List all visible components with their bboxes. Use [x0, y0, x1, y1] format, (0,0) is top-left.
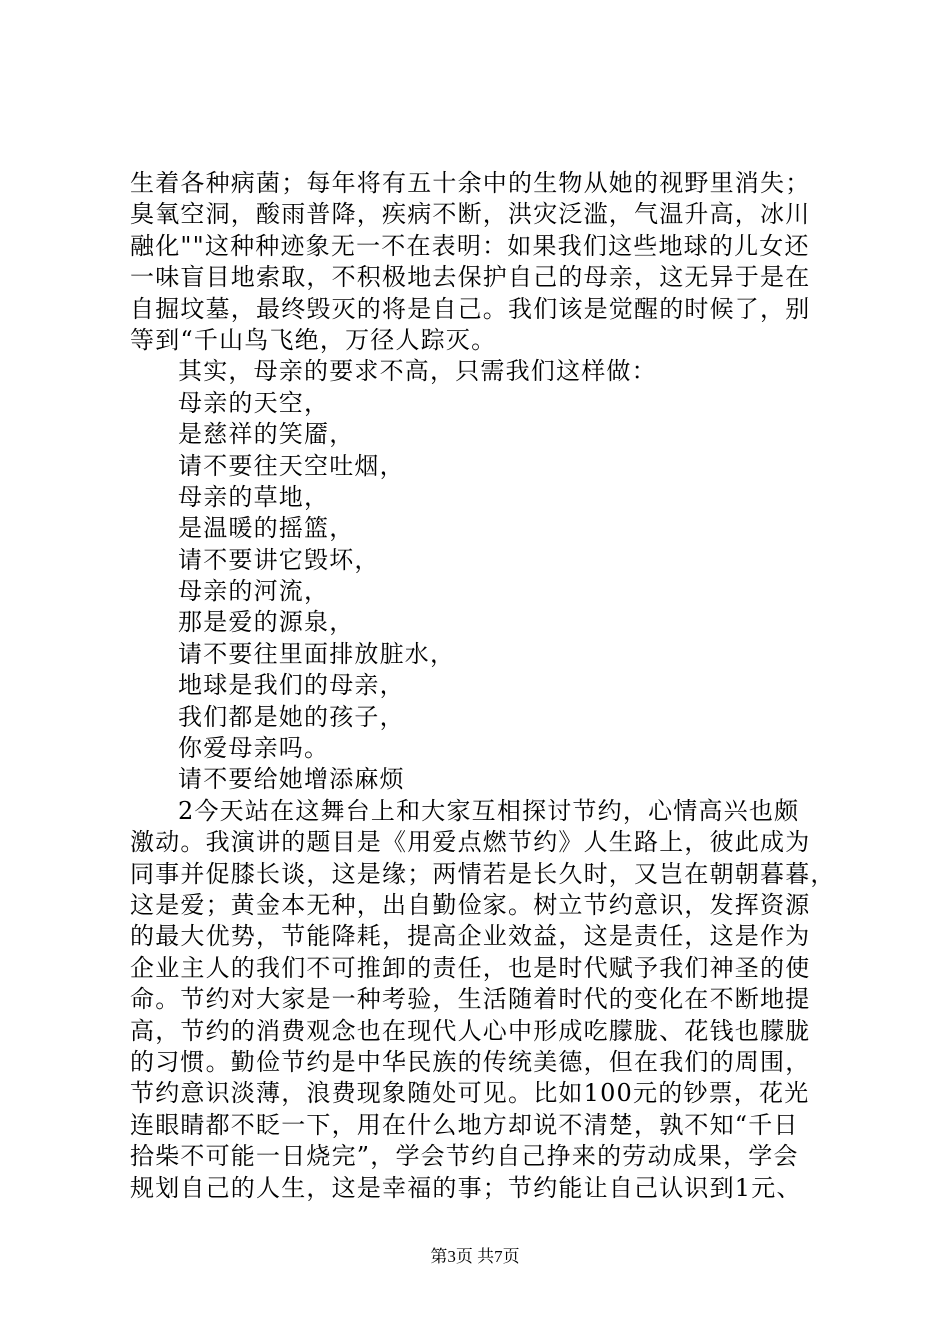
- text-line: 其实，母亲的要求不高，只需我们这样做：: [178, 357, 657, 386]
- text-line: 母亲的天空，: [178, 388, 330, 417]
- text-line: 的最大优势，节能降耗，提高企业效益，这是责任，这是作为: [130, 922, 811, 951]
- text-line: 请不要讲它毁坏，: [178, 545, 380, 574]
- document-body: [130, 168, 836, 1204]
- text-line: 是慈祥的笑靥，: [178, 420, 355, 449]
- text-line: 节约意识淡薄，浪费现象随处可见。比如100元的钞票，花光: [130, 1079, 810, 1108]
- text-line: 高，节约的消费观念也在现代人心中形成吃朦胧、花钱也朦胧: [130, 1016, 811, 1045]
- text-line: 融化""这种种迹象无一不在表明：如果我们这些地球的儿女还: [130, 231, 810, 260]
- text-line: 这是爱；黄金本无种，出自勤俭家。树立节约意识，发挥资源: [130, 890, 811, 919]
- text-line: 拾柴不可能一日烧完”，学会节约自己挣来的劳动成果，学会: [130, 1142, 799, 1171]
- text-line: 连眼睛都不眨一下，用在什么地方却说不清楚，孰不知“千日: [130, 1110, 799, 1139]
- text-line: 的习惯。勤俭节约是中华民族的传统美德，但在我们的周围，: [130, 1047, 811, 1076]
- text-line: 请不要往里面排放脏水，: [178, 639, 456, 668]
- text-line: 2今天站在这舞台上和大家互相探讨节约，心情高兴也颇: [178, 796, 800, 825]
- text-line: 等到“千山鸟飞绝，万径人踪灭。: [130, 325, 497, 354]
- text-line: 激动。我演讲的题目是《用爱点燃节约》人生路上，彼此成为: [130, 828, 811, 857]
- text-line: 请不要给她增添麻烦: [178, 765, 405, 794]
- text-line: 地球是我们的母亲，: [178, 671, 405, 700]
- text-line: 命。节约对大家是一种考验，生活随着时代的变化在不断地提: [130, 985, 811, 1014]
- text-line: 规划自己的人生，这是幸福的事；节约能让自己认识到1元、: [130, 1173, 802, 1202]
- text-line: 臭氧空洞，酸雨普降，疾病不断，洪灾泛滥，气温升高，冰川: [130, 200, 811, 229]
- text-line: 请不要往天空吐烟，: [178, 451, 405, 480]
- page-number-footer: 第3页 共7页: [430, 1247, 520, 1266]
- text-line: 生着各种病菌；每年将有五十余中的生物从她的视野里消失；: [130, 169, 811, 197]
- text-line: 我们都是她的孩子，: [178, 702, 405, 731]
- text-line: 一味盲目地索取，不积极地去保护自己的母亲，这无异于是在: [130, 263, 811, 292]
- text-line: 那是爱的源泉，: [178, 608, 355, 637]
- text-line: 是温暖的摇篮，: [178, 514, 355, 543]
- text-line: 同事并促膝长谈，这是缘；两情若是长久时，又岂在朝朝暮暮，: [130, 859, 836, 888]
- text-line: 自掘坟墓，最终毁灭的将是自己。我们该是觉醒的时候了，别: [130, 294, 811, 323]
- text-line: 母亲的河流，: [178, 577, 330, 606]
- text-line: 你爱母亲吗。: [178, 734, 330, 763]
- text-line: 企业主人的我们不可推卸的责任，也是时代赋予我们神圣的使: [130, 953, 811, 982]
- text-line: 母亲的草地，: [178, 482, 330, 511]
